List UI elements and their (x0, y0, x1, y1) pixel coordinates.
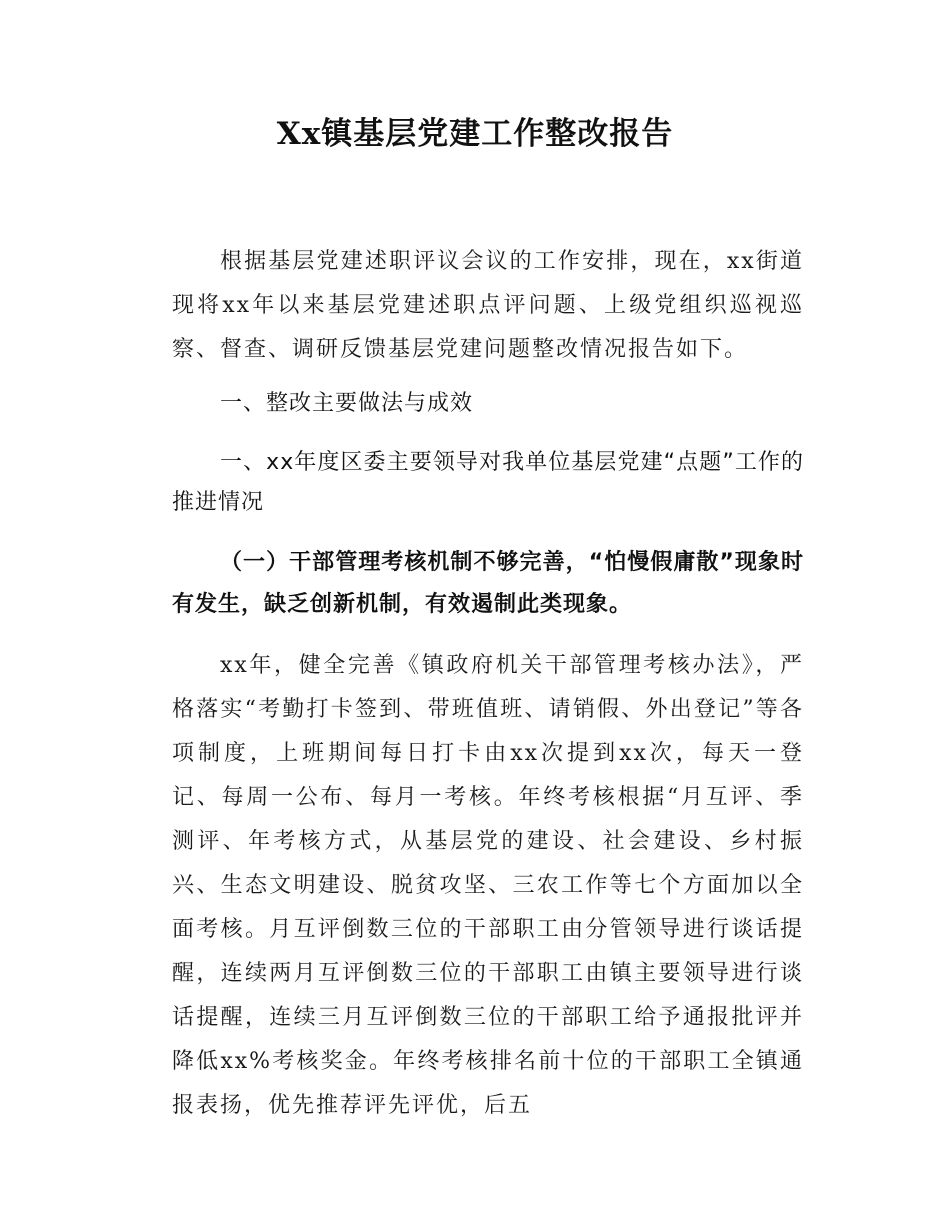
section-heading-2-text: 一、xx年度区委主要领导对我单位基层党建“点题”工作的推进情况 (172, 450, 804, 515)
section-heading-2 (172, 443, 804, 523)
intro-paragraph (172, 240, 804, 372)
body-paragraph-text: xx年，健全完善《镇政府机关干部管理考核办法》，严格落实“考勤打卡签到、带班值班、请销假、外出登记”等各项制度，上班期间每日打卡由xx次提到xx次，每天一登记、每周一公布、每月一考核。年终考核根据“月互评、季测评、年考核方式，从基层党的建设、社会建设、乡村振兴、生态文明建设、脱贫攻坚、三农工作等七个方面加以全面考核。月互评倒数三位的干部职工由分管领导进行谈话提醒，连续两月互评倒数三位的干部职工由镇主要领导进行谈话提醒，连续三月互评倒数三位的干部职工给予通报批评并降低xx%考核奖金。年终考核排名前十位的干部职工全镇通报表扬，优先推荐评先评优，后五 (172, 653, 804, 1118)
section-heading-1 (172, 384, 804, 424)
intro-text: 根据基层党建述职评议会议的工作安排，现在，xx街道现将xx年以来基层党建述职点评问题、上级党组织巡视巡察、督查、调研反馈基层党建问题整改情况报告如下。 (172, 249, 804, 362)
subsection-heading-text: （一）干部管理考核机制不够完善，“怕慢假庸散”现象时有发生，缺乏创新机制，有效遏制此类现象。 (172, 550, 804, 617)
section-heading-1-text: 一、整改主要做法与成效 (220, 391, 474, 416)
body-paragraph (172, 644, 804, 1128)
subsection-heading (172, 542, 804, 626)
document-title: Xx镇基层党建工作整改报告 (276, 116, 674, 152)
